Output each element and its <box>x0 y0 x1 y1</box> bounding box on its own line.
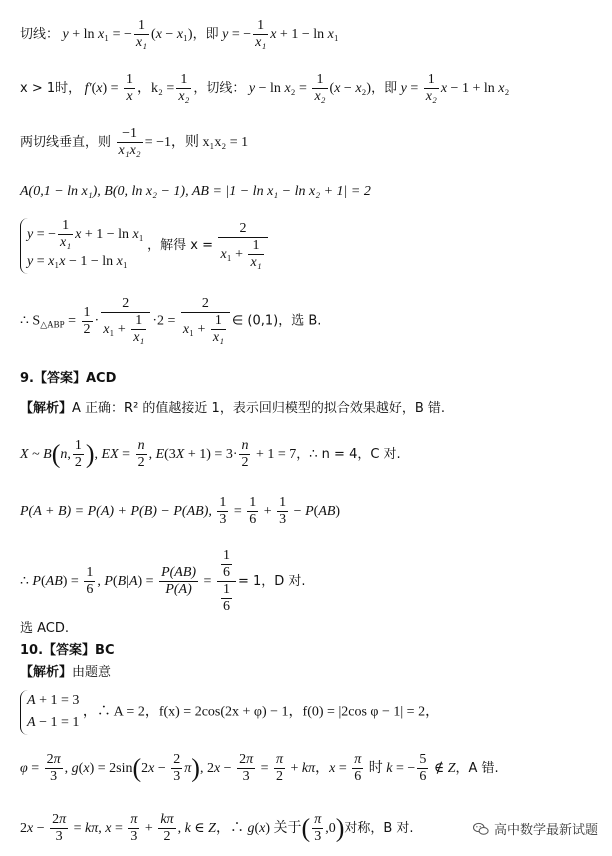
watermark <box>472 819 598 838</box>
wechat-icon <box>472 820 490 838</box>
perpendicular-condition: 两切线垂直，则 $\frac{-1}{\text{x₁x₂}}$ = −1，则 x₁x₂ = 1 <box>20 126 249 159</box>
system-solve: y = − $\frac{1}{\text{x₁}}$ x + 1 − ln x₁ y = x₁x − 1 − ln x₁ ，解得 x = 2 x₁ + $\frac{1}{\text{x₁}}$ <box>20 218 270 274</box>
q10-answer: 10.【答案】BC <box>20 643 115 658</box>
watermark-text: 高中数学最新试题 <box>493 823 598 838</box>
q10-phi: φ = $\frac{2\pi}{3}$ , g(x) = 2sin(2x − $\frac{2}{3}$ π), 2x − $\frac{2\pi}{3}$ = $\frac{\pi}{2}$ + kπ，x = $\frac{\pi}{6}$ 时 k = − $\frac{5}{6}$ ∉ Z，A 错. <box>20 752 499 785</box>
q9-analysis: 【解析】A 正确：R² 的值越接近 1，表示回归模型的拟合效果越好，B 错. <box>20 401 446 416</box>
q9-answer: 9.【答案】ACD <box>20 371 117 386</box>
q10-analysis: 【解析】由题意 <box>20 665 112 680</box>
q9-probability-sum: P(A + B) = P(A) + P(B) − P(AB), $\frac{1}{3}$ = $\frac{1}{6}$ + $\frac{1}{3}$ − P(AB) <box>20 495 341 528</box>
tangent-line-2: x > 1时， f′(x) = $\frac{1}{x}$ ，k₂ = $\frac{1}{\text{x₂}}$ ，切线： y − ln x₂ = $\frac{1}{\text{x₂}}$ (x − x₂)，即 y = $\frac{1}{\text{x₂}}$ x − 1 + ln x₂ <box>20 72 510 105</box>
q10-system: A + 1 = 3 A − 1 = 1 ，∴ A = 2，f(x) = 2cos(2x + φ) − 1，f(0) = |2cos φ − 1| = 2， <box>20 690 439 735</box>
q10-symmetry: 2x − $\frac{2\pi}{3}$ = kπ, x = $\frac{\pi}{3}$ + $\frac{k\pi}{2}$ , k ∈ Z，∴ g(x) 关于( $\frac{\pi}{3}$ ,0)对称，B 对. <box>20 812 414 845</box>
area-result: ∴ $S_{\triangle ABP}$ = $\frac{1}{2}$ · 2 x₁ + $\frac{1}{\text{x₁}}$ ·2 = 2 x₁ + $\frac{1}{\text{x₁}}$ ∈ (0,1)，选 B. <box>20 296 322 346</box>
q9-choice: 选 ACD. <box>20 621 70 636</box>
q9-binomial: X ~ B(n, $\frac{1}{2}$ ), EX = $\frac{n}{2}$ , E(3X + 1) = 3· $\frac{n}{2}$ + 1 = 7，∴ n = 4，C 对. <box>20 438 401 471</box>
q9-conditional: ∴ P(AB) = $\frac{1}{6}$ , P(B|A) = $\frac{P(AB)}{P(A)}$ = $\frac{\frac{1}{6}}{\frac{1}{6}}$ = 1，D 对. <box>20 548 306 615</box>
tangent-line-1: 切线： y + ln x₁ = − $\frac{1}{\text{x₁}}$ (x − x₁)，即 y = − $\frac{1}{\text{x₁}}$ x + 1 − ln x₁ <box>20 18 339 51</box>
points-ab: A(0,1 − ln x₁), B(0, ln x₂ − 1), AB = |1 − ln x₁ − ln x₂ + 1| = 2 <box>20 184 371 199</box>
